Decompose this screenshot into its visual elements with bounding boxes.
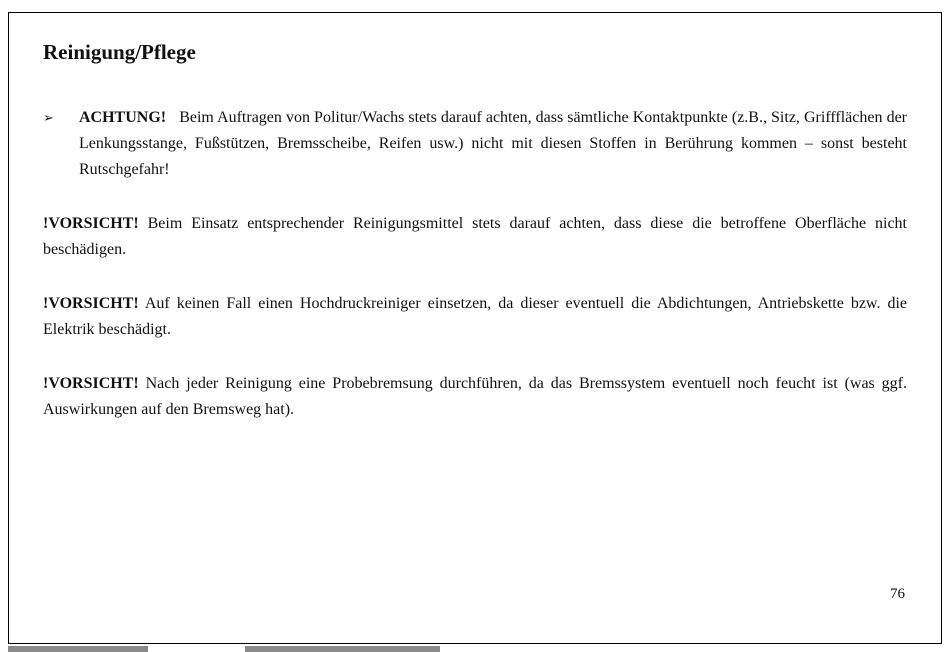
warning-paragraph-achtung bbox=[79, 105, 907, 183]
caution-lead: !VORSICHT! bbox=[43, 295, 139, 312]
caution-paragraph-cleaning-agents bbox=[43, 211, 907, 263]
scrollbar-thumb-left[interactable] bbox=[8, 646, 148, 652]
scrollbar-thumb-right[interactable] bbox=[245, 646, 440, 652]
document-page bbox=[8, 12, 942, 644]
bullet-arrow-icon: ➢ bbox=[43, 110, 54, 125]
caution-lead: !VORSICHT! bbox=[43, 375, 139, 392]
caution-paragraph-test-braking bbox=[43, 371, 907, 423]
warning-lead: ACHTUNG! bbox=[79, 109, 167, 126]
horizontal-scrollbar[interactable] bbox=[8, 646, 942, 652]
caution-lead: !VORSICHT! bbox=[43, 215, 139, 232]
caution-paragraph-pressure-washer bbox=[43, 291, 907, 343]
caution-text: Nach jeder Reinigung eine Probebremsung durchführen, da das Bremssystem eventuell noch feucht ist (was ggf. Auswirkungen auf den Bremsweg hat). bbox=[43, 375, 908, 418]
caution-text: Auf keinen Fall einen Hochdruckreiniger einsetzen, da dieser eventuell die Abdichtungen, Antriebskette bzw. die Elektrik beschädigt. bbox=[43, 295, 907, 338]
caution-text: Beim Einsatz entsprechender Reinigungsmittel stets darauf achten, dass diese die betroffene Oberfläche nicht beschädigen. bbox=[43, 215, 908, 258]
warning-text: Beim Auftragen von Politur/Wachs stets darauf achten, dass sämtliche Kontaktpunkte (z.B., Sitz, Griffflächen der Lenkungsstange, Fußstützen, Bremsscheibe, Reifen usw.) nicht mit diesen Stoffen in Berührung kommen – sonst besteht Rutschgefahr! bbox=[79, 109, 907, 178]
page-number: 76 bbox=[890, 586, 905, 602]
page-title: Reinigung/Pflege bbox=[43, 40, 196, 64]
